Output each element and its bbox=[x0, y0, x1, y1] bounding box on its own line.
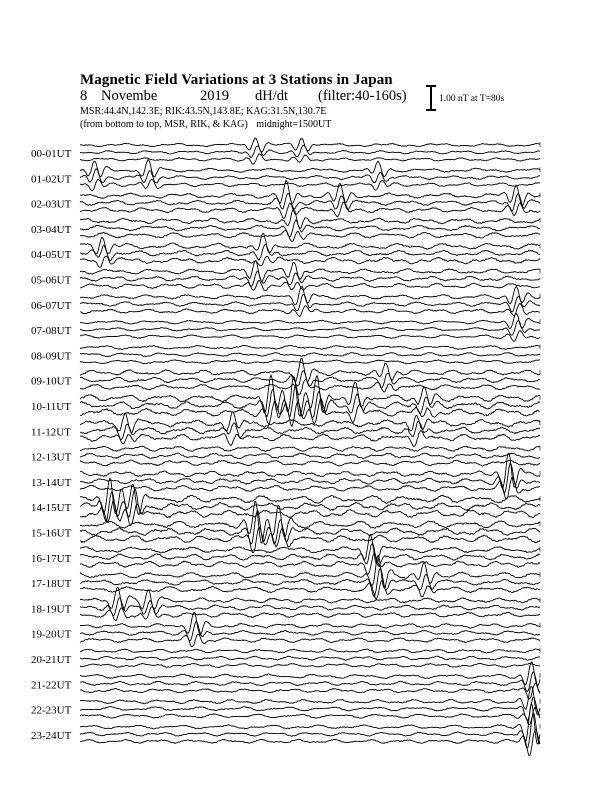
hour-label: 11-12UT bbox=[31, 426, 71, 439]
hour-row bbox=[31, 686, 540, 724]
trace-rik bbox=[80, 511, 540, 544]
trace-kag bbox=[80, 662, 540, 686]
trace-msr bbox=[80, 501, 540, 525]
trace-msr bbox=[80, 154, 540, 165]
trace-kag bbox=[80, 233, 540, 254]
hour-row bbox=[31, 345, 540, 364]
hour-label: 04-05UT bbox=[31, 249, 72, 262]
trace-rik bbox=[80, 714, 540, 749]
hour-label: 07-08UT bbox=[31, 325, 72, 338]
trace-rik bbox=[80, 489, 540, 522]
chart-title: Magnetic Field Variations at 3 Stations in Japan bbox=[80, 72, 393, 88]
trace-msr bbox=[80, 460, 540, 466]
trace-kag bbox=[80, 159, 540, 177]
hour-label: 00-01UT bbox=[31, 148, 72, 160]
trace-kag bbox=[80, 587, 540, 609]
trace-msr bbox=[80, 330, 540, 341]
trace-msr bbox=[80, 360, 540, 364]
trace-kag bbox=[80, 345, 540, 349]
trace-msr bbox=[80, 280, 540, 290]
trace-kag bbox=[80, 453, 540, 488]
trace-rik bbox=[80, 145, 540, 157]
trace-rik bbox=[80, 622, 540, 641]
hour-row bbox=[31, 375, 540, 427]
hour-label: 18-19UT bbox=[31, 603, 72, 616]
hour-row bbox=[31, 662, 540, 699]
hour-row bbox=[31, 649, 540, 668]
trace-msr bbox=[80, 179, 540, 191]
trace-rik bbox=[80, 463, 540, 493]
midnight-note: midnight=1500UT bbox=[256, 119, 332, 130]
hour-label: 03-04UT bbox=[31, 223, 72, 236]
date-year: 2019 bbox=[200, 88, 229, 104]
hour-label: 08-09UT bbox=[31, 350, 72, 363]
hour-label: 16-17UT bbox=[31, 552, 72, 565]
hour-label: 17-18UT bbox=[31, 578, 72, 591]
trace-rik bbox=[80, 353, 540, 357]
hour-row bbox=[31, 233, 540, 267]
trace-rik bbox=[80, 386, 540, 418]
hour-label: 06-07UT bbox=[31, 299, 72, 312]
hour-label: 12-13UT bbox=[31, 451, 72, 464]
hour-row bbox=[31, 180, 540, 218]
trace-rows bbox=[31, 138, 540, 756]
filter-label: (filter:40-160s) bbox=[318, 88, 407, 104]
hour-row bbox=[31, 612, 540, 647]
hour-row bbox=[31, 359, 540, 395]
trace-rik bbox=[80, 544, 540, 567]
trace-rik bbox=[80, 453, 540, 459]
trace-msr bbox=[80, 431, 540, 447]
trace-msr bbox=[80, 607, 540, 621]
trace-kag bbox=[80, 359, 540, 382]
trace-msr bbox=[80, 683, 540, 699]
trace-msr bbox=[80, 379, 540, 395]
hour-row bbox=[31, 704, 540, 756]
station-coordinates: MSR:44.4N,142.3E; RIK:43.5N,143.8E; KAG:31.5N,130.7E bbox=[80, 106, 327, 117]
trace-kag bbox=[80, 555, 540, 588]
hour-row bbox=[31, 412, 540, 447]
date-day: 8 bbox=[80, 88, 88, 104]
hour-label: 20-21UT bbox=[31, 654, 72, 666]
hour-label: 05-06UT bbox=[31, 274, 72, 287]
trace-kag bbox=[80, 446, 540, 451]
hour-label: 13-14UT bbox=[31, 476, 72, 489]
hour-row bbox=[31, 138, 540, 164]
trace-rik bbox=[80, 169, 540, 183]
hour-label: 21-22UT bbox=[31, 679, 72, 692]
trace-msr bbox=[80, 663, 540, 667]
trace-kag bbox=[80, 286, 540, 304]
hour-label: 10-11UT bbox=[31, 401, 71, 413]
trace-kag bbox=[80, 412, 540, 433]
trace-msr bbox=[80, 634, 540, 646]
trace-msr bbox=[80, 303, 540, 316]
trace-kag bbox=[80, 138, 540, 152]
hour-row bbox=[31, 552, 540, 599]
hour-row bbox=[31, 478, 540, 525]
trace-msr bbox=[80, 553, 540, 574]
trace-kag bbox=[80, 649, 540, 653]
hour-label: 23-24UT bbox=[31, 729, 72, 742]
trace-kag bbox=[80, 478, 540, 514]
hour-row bbox=[31, 286, 540, 316]
scale-bar-label: 1.00 nT at T=80s bbox=[439, 94, 505, 104]
trace-msr bbox=[80, 230, 540, 241]
hour-label: 19-20UT bbox=[31, 628, 72, 641]
trace-kag bbox=[80, 704, 540, 744]
hour-label: 02-03UT bbox=[31, 198, 72, 211]
hour-row bbox=[31, 261, 540, 291]
hour-row bbox=[31, 314, 540, 342]
hour-label: 22-23UT bbox=[31, 704, 72, 717]
hour-label: 14-15UT bbox=[31, 502, 72, 515]
trace-kag bbox=[80, 314, 540, 329]
hour-label: 01-02UT bbox=[31, 173, 72, 186]
hour-label: 15-16UT bbox=[31, 527, 72, 540]
hour-row bbox=[31, 209, 540, 242]
hour-label: 09-10UT bbox=[31, 375, 72, 388]
component-label: dH/dt bbox=[255, 88, 289, 104]
trace-rik bbox=[80, 656, 540, 660]
order-note: (from bottom to top, MSR, RIK, & KAG) bbox=[80, 119, 248, 130]
trace-msr bbox=[80, 581, 540, 600]
hour-row bbox=[31, 587, 540, 621]
hour-row bbox=[31, 446, 540, 466]
date-month: Novembe bbox=[101, 88, 158, 104]
trace-kag bbox=[80, 535, 540, 564]
trace-msr bbox=[80, 256, 540, 267]
trace-rik bbox=[80, 244, 540, 260]
hour-row bbox=[31, 159, 540, 190]
